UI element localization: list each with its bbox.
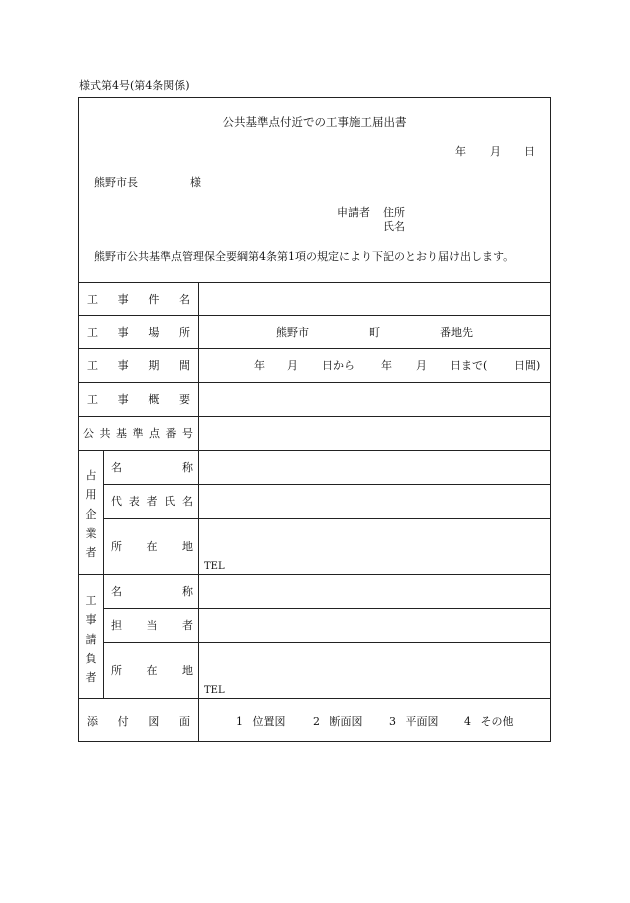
row-divider	[78, 348, 551, 349]
contractor-group-label: 工 事 請 負 者	[85, 594, 97, 684]
occupant-representative-label: 代 表 者 氏 名	[111, 495, 193, 508]
period-days: 日間)	[514, 359, 541, 372]
period-day-from: 日から	[322, 359, 355, 372]
row-divider	[78, 416, 551, 417]
label-attachments: 添 付 図 面	[87, 715, 190, 728]
occupant-name-label: 名 称	[111, 461, 193, 474]
label-work-name: 工 事 件 名	[87, 293, 190, 306]
label-column-divider	[198, 282, 199, 742]
occupant-group-label: 占 用 企 業 者	[85, 469, 97, 559]
attachment-item-other: 4 その他	[464, 715, 514, 728]
sub-row-divider	[103, 642, 551, 643]
date-year: 年	[455, 145, 466, 158]
addressee-name: 熊野市長	[94, 176, 138, 189]
row-divider	[78, 450, 551, 451]
addressee-honorific: 様	[190, 176, 201, 189]
work-place-banchi: 番地先	[440, 326, 473, 339]
form-frame	[78, 97, 551, 742]
date-day: 日	[524, 145, 535, 158]
row-divider	[78, 382, 551, 383]
form-title: 公共基準点付近での工事施工届出書	[222, 115, 407, 129]
sub-row-divider	[103, 608, 551, 609]
sub-row-divider	[103, 484, 551, 485]
contractor-name-label: 名 称	[111, 585, 193, 598]
date-month: 月	[490, 145, 501, 158]
sub-row-divider	[103, 518, 551, 519]
attachment-item-location-map: 1 位置図	[236, 715, 286, 728]
contractor-location-label: 所 在 地	[111, 664, 193, 677]
attachment-item-plan-view: 3 平面図	[389, 715, 439, 728]
occupant-location-label: 所 在 地	[111, 540, 193, 553]
period-month-to: 月	[416, 359, 427, 372]
label-work-place: 工 事 場 所	[87, 326, 190, 339]
occupant-tel-label: TEL	[204, 561, 225, 572]
row-divider	[78, 574, 551, 575]
period-month-from: 月	[287, 359, 298, 372]
period-day-to: 日まで(	[450, 359, 488, 372]
contractor-tel-label: TEL	[204, 685, 225, 696]
form-number: 様式第4号(第4条関係)	[79, 79, 190, 92]
applicant-name-label: 氏名	[383, 220, 405, 233]
row-divider	[78, 282, 551, 283]
row-divider	[78, 315, 551, 316]
label-work-period: 工 事 期 間	[87, 359, 190, 372]
period-year-from: 年	[254, 359, 265, 372]
contractor-person-label: 担 当 者	[111, 619, 193, 632]
group-column-divider	[103, 450, 104, 698]
work-place-town: 町	[369, 326, 380, 339]
work-place-city: 熊野市	[276, 326, 309, 339]
period-year-to: 年	[381, 359, 392, 372]
attachment-item-section-view: 2 断面図	[313, 715, 363, 728]
applicant-address-label: 住所	[383, 206, 405, 219]
statement: 熊野市公共基準点管理保全要綱第4条第1項の規定により下記のとおり届け出します。	[94, 250, 515, 263]
row-divider	[78, 698, 551, 699]
label-work-summary: 工 事 概 要	[87, 393, 190, 406]
applicant-label: 申請者	[337, 206, 370, 219]
label-benchmark-number: 公 共 基 準 点 番 号	[83, 427, 193, 440]
